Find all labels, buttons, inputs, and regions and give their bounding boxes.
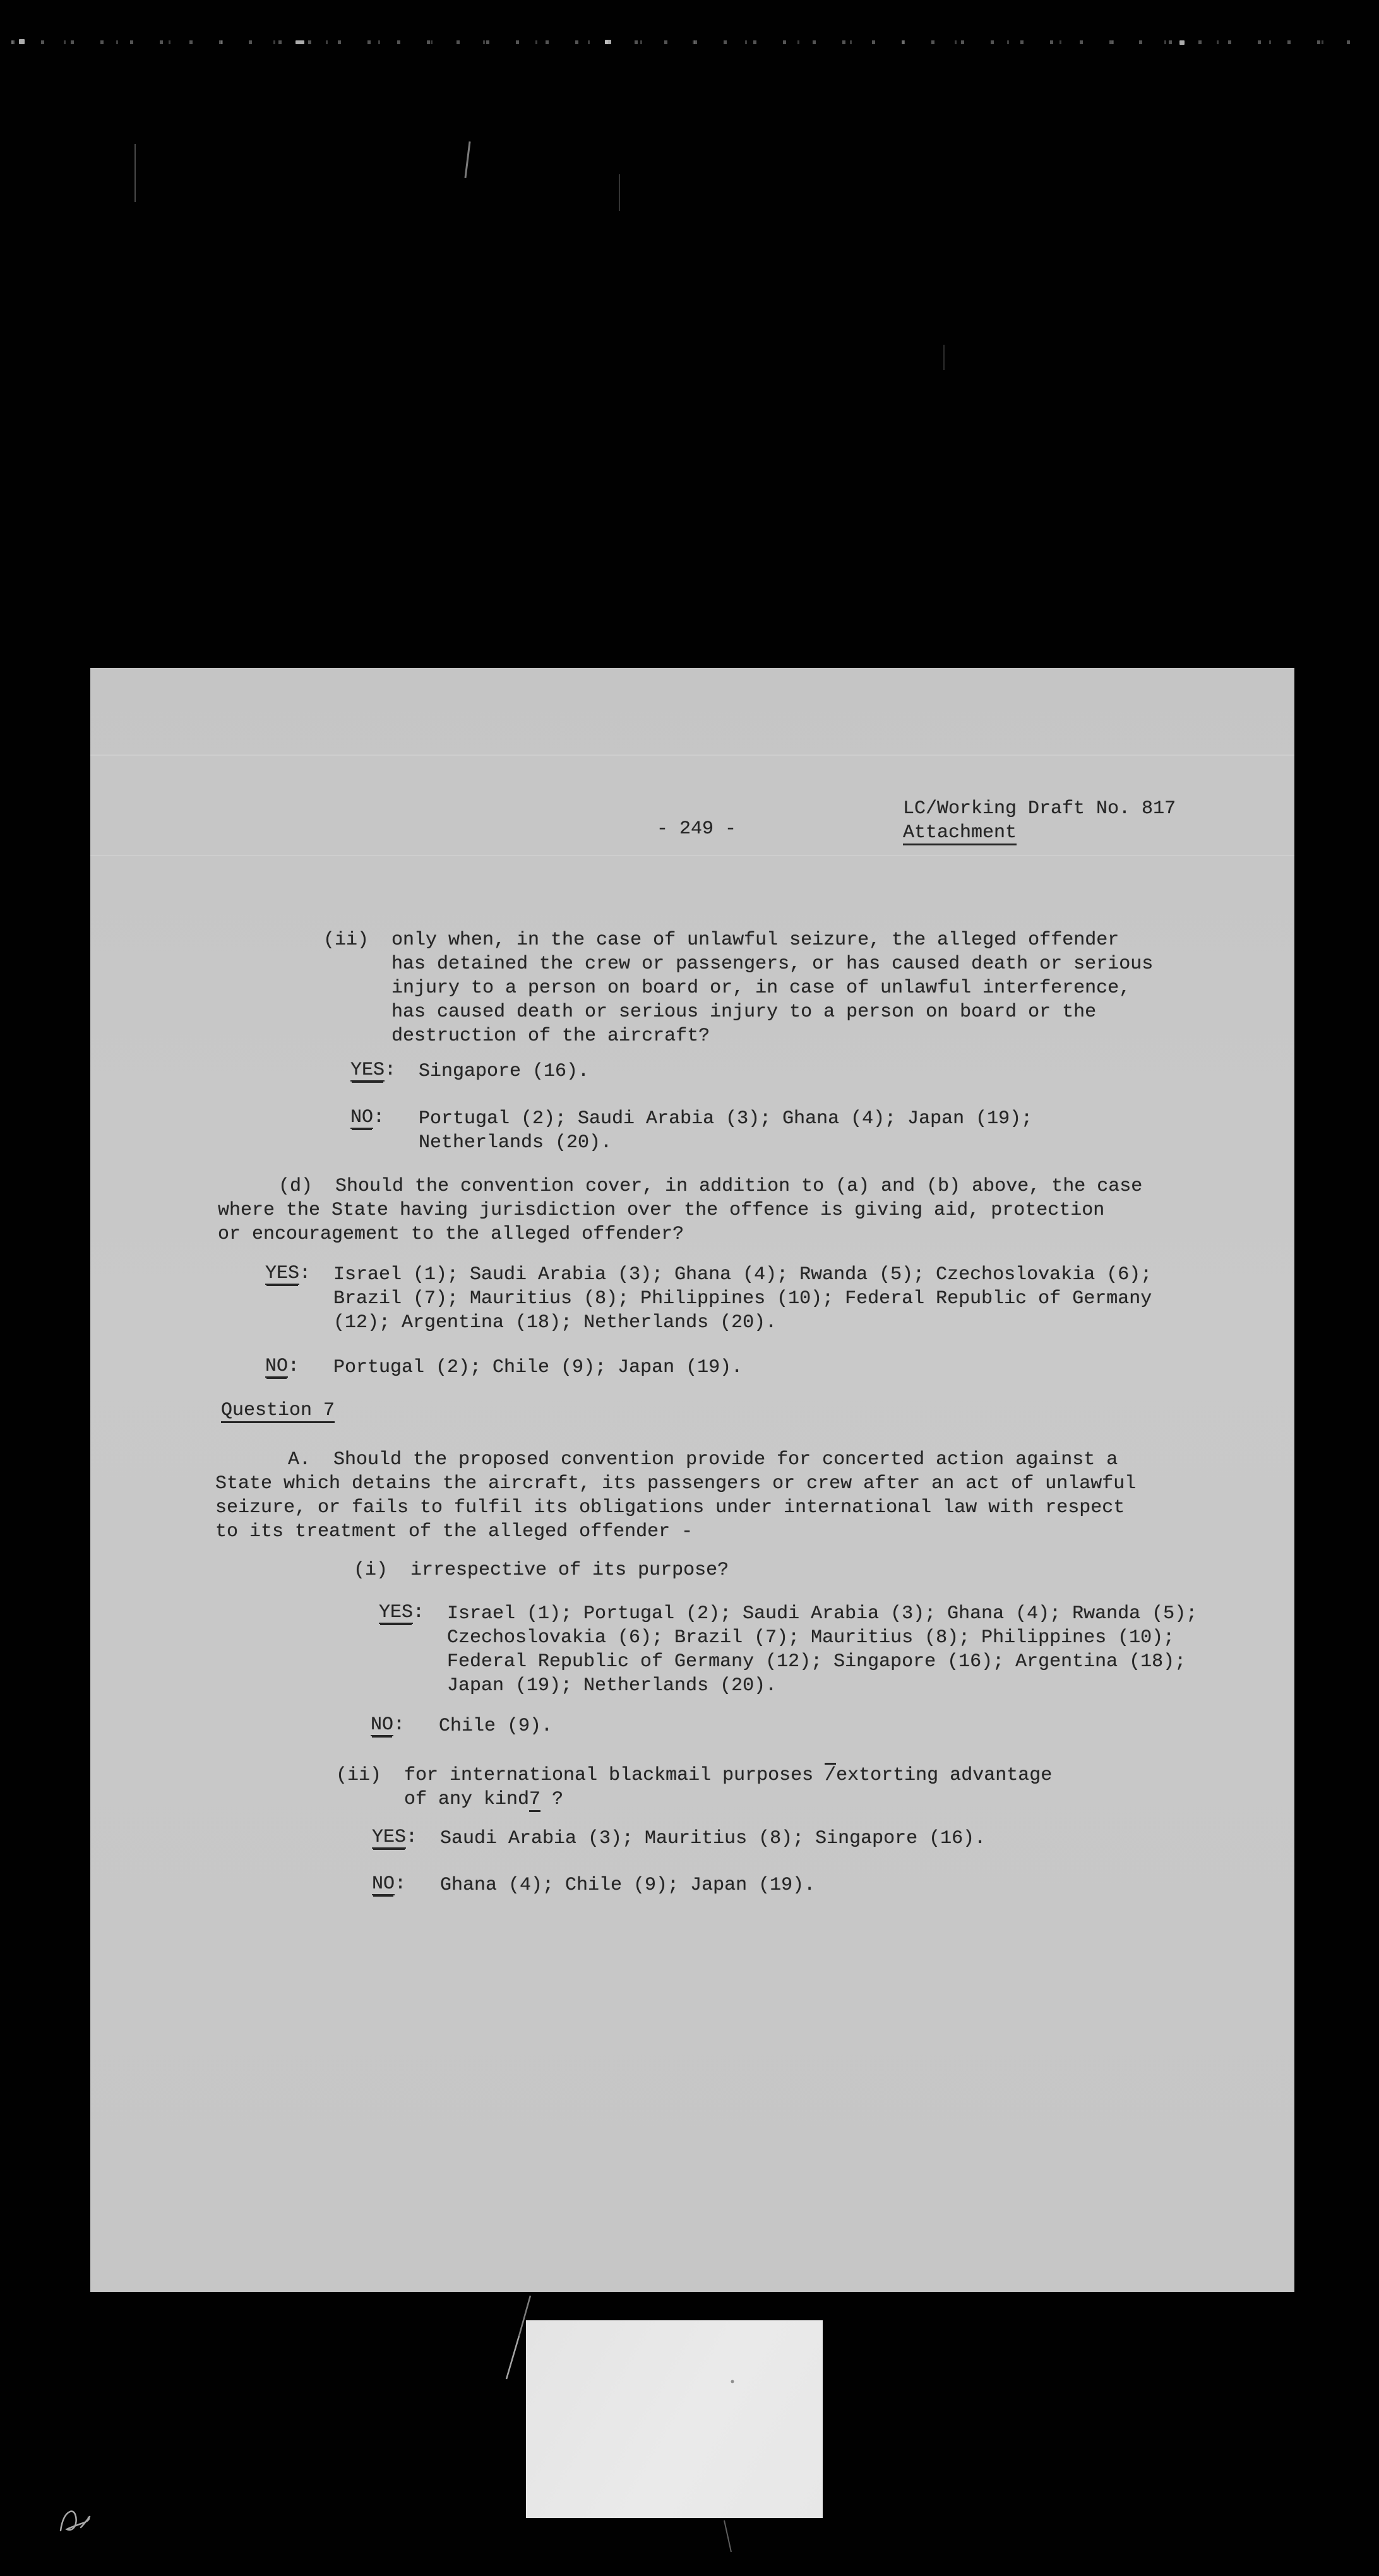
yes-votes: Brazil (7); Mauritius (8); Philippines (10); Federal Republic of Germany bbox=[333, 1288, 1152, 1309]
film-scratch bbox=[943, 345, 945, 370]
q7-heading-block bbox=[221, 1398, 335, 1422]
text-line: (d) Should the convention cover, in addition to (a) and (b) above, the case bbox=[278, 1176, 1143, 1197]
yes-votes: Singapore (16). bbox=[419, 1061, 590, 1082]
no-votes: Chile (9). bbox=[439, 1715, 553, 1737]
yes-votes: Saudi Arabia (3); Mauritius (8); Singapore (16). bbox=[440, 1828, 986, 1849]
text-line: has detained the crew or passengers, or has caused death or serious bbox=[391, 953, 1154, 975]
q6-item-ii-question bbox=[323, 928, 1154, 1048]
no-votes: Netherlands (20). bbox=[419, 1132, 612, 1154]
yes-votes: Czechoslovakia (6); Brazil (7); Mauritius (8); Philippines (10); bbox=[447, 1627, 1175, 1649]
yes-votes: (12); Argentina (18); Netherlands (20). bbox=[333, 1312, 777, 1333]
film-scratch bbox=[619, 174, 620, 211]
yes-votes: Federal Republic of Germany (12); Singapore (16); Argentina (18); bbox=[447, 1651, 1186, 1673]
doc-ref: LC/Working Draft No. 817 bbox=[903, 798, 1176, 820]
film-speck bbox=[1179, 40, 1185, 45]
text-line: (ii) for international blackmail purposes /extorting advantage bbox=[336, 1763, 1052, 1787]
question-heading: Question 7 bbox=[221, 1398, 335, 1422]
yes-votes: Israel (1); Portugal (2); Saudi Arabia (3); Ghana (4); Rwanda (5); bbox=[447, 1603, 1198, 1625]
page-number-block bbox=[657, 817, 736, 841]
film-speck bbox=[296, 40, 304, 44]
q7-a-i-no-answer bbox=[371, 1714, 553, 1738]
scan-band bbox=[90, 754, 1294, 756]
text-line: to its treatment of the alleged offender - bbox=[215, 1521, 693, 1542]
q6-item-d-question bbox=[218, 1174, 1142, 1246]
yes-label: YES: bbox=[350, 1059, 397, 1081]
film-scratch bbox=[134, 144, 136, 202]
q6-d-no-answer bbox=[265, 1356, 743, 1380]
film-speck-row bbox=[11, 40, 1370, 44]
no-label: NO: bbox=[350, 1107, 385, 1128]
no-label: NO: bbox=[372, 1873, 407, 1895]
text-line: where the State having jurisdiction over the offence is giving aid, protection bbox=[218, 1200, 1105, 1221]
header-doc-ref-block bbox=[903, 797, 1176, 845]
q6-ii-no-answer bbox=[350, 1107, 1033, 1155]
film-scratch bbox=[724, 2520, 731, 2552]
q7-a-ii-yes-answer bbox=[372, 1827, 986, 1851]
film-speck bbox=[605, 40, 611, 44]
no-label: NO: bbox=[371, 1714, 405, 1736]
q7-a-ii-question bbox=[336, 1763, 1053, 1811]
text-line: injury to a person on board or, in case of unlawful interference, bbox=[391, 977, 1131, 999]
text-line: (i) irrespective of its purpose? bbox=[354, 1559, 729, 1581]
close-bracket: 7 bbox=[529, 1789, 540, 1812]
yes-label: YES: bbox=[379, 1602, 425, 1623]
scan-band bbox=[90, 855, 1294, 856]
yes-votes: Japan (19); Netherlands (20). bbox=[447, 1675, 777, 1696]
white-card bbox=[526, 2320, 823, 2518]
yes-label: YES: bbox=[265, 1263, 311, 1284]
no-votes: Portugal (2); Chile (9); Japan (19). bbox=[333, 1357, 743, 1378]
text-line: destruction of the aircraft? bbox=[391, 1025, 710, 1047]
handwritten-mark bbox=[61, 2512, 90, 2531]
doc-attachment: Attachment bbox=[903, 821, 1176, 845]
no-votes: Portugal (2); Saudi Arabia (3); Ghana (4); Japan (19); bbox=[419, 1108, 1033, 1130]
yes-votes: Israel (1); Saudi Arabia (3); Ghana (4); Rwanda (5); Czechoslovakia (6); bbox=[333, 1264, 1152, 1285]
q7-a-paragraph bbox=[215, 1448, 1136, 1544]
text-line: of any kind7 ? bbox=[404, 1787, 1052, 1811]
text-line: State which detains the aircraft, its passengers or crew after an act of unlawful bbox=[215, 1473, 1137, 1494]
text-line: (ii) only when, in the case of unlawful seizure, the alleged offender bbox=[323, 929, 1119, 951]
q7-a-i-yes-answer bbox=[379, 1602, 1198, 1698]
no-votes: Ghana (4); Chile (9); Japan (19). bbox=[440, 1875, 816, 1896]
yes-label: YES: bbox=[372, 1827, 418, 1848]
q6-d-yes-answer bbox=[265, 1263, 1152, 1335]
film-speck bbox=[19, 39, 25, 44]
open-bracket: / bbox=[825, 1763, 836, 1786]
text-line: or encouragement to the alleged offender? bbox=[218, 1224, 684, 1245]
q6-ii-yes-answer bbox=[350, 1059, 590, 1083]
page-number: - 249 - bbox=[657, 818, 737, 840]
card-crease-line bbox=[506, 2336, 519, 2379]
film-scratch bbox=[464, 141, 470, 178]
q7-a-ii-no-answer bbox=[372, 1873, 816, 1897]
document-page bbox=[90, 668, 1294, 2292]
no-label: NO: bbox=[265, 1356, 300, 1377]
text-line: A. Should the proposed convention provide for concerted action against a bbox=[288, 1449, 1118, 1470]
text-line: has caused death or serious injury to a person on board or the bbox=[391, 1001, 1097, 1023]
text-line: seizure, or fails to fulfil its obligations under international law with respect bbox=[215, 1497, 1125, 1518]
q7-a-i-question bbox=[354, 1558, 729, 1582]
